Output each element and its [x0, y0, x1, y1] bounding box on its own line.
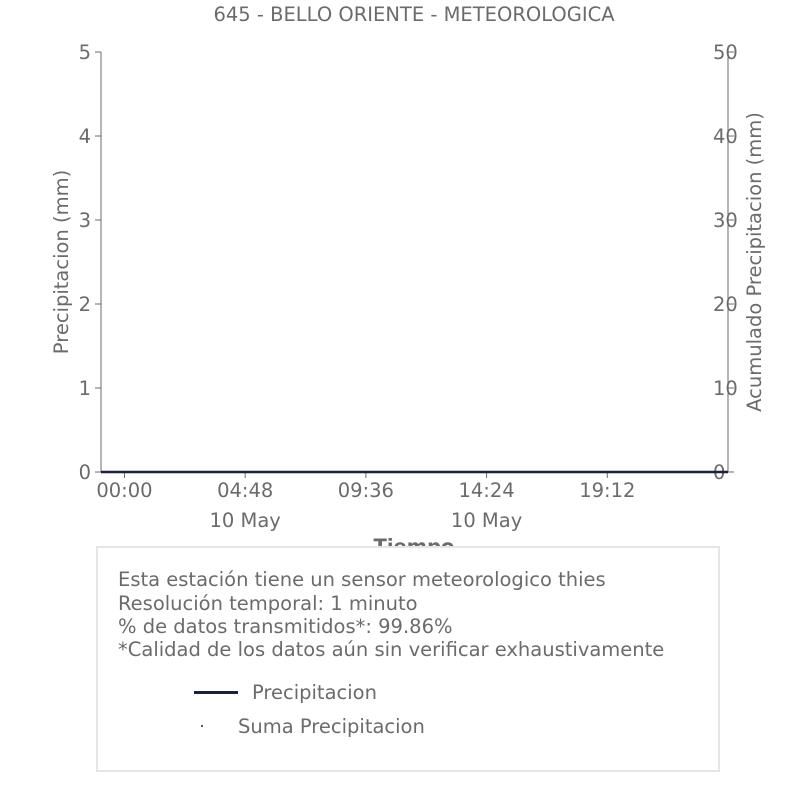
y2-tick-label: 20	[713, 293, 738, 316]
y-tick-label: 1	[78, 377, 91, 400]
y-axis-label: Precipitacion (mm)	[50, 169, 73, 355]
y-tick-label: 2	[78, 293, 91, 316]
info-transmitted-text: % de datos transmitidos*: 99.86%	[118, 615, 453, 638]
x-tick-date-label: 10 May	[450, 509, 523, 532]
y-tick-label: 3	[78, 209, 91, 232]
legend-dot-swatch	[201, 725, 203, 727]
x-tick-label: 19:12	[579, 479, 636, 502]
x-tick-date-label: 10 May	[209, 509, 281, 532]
y2-tick-label: 40	[713, 125, 738, 148]
legend-line-swatch	[194, 691, 238, 694]
info-sensor-text: Esta estación tiene un sensor meteorologico thies	[118, 568, 606, 591]
info-quality-note: *Calidad de los datos aún sin verificar exhaustivamente	[118, 638, 665, 661]
y2-tick-label: 30	[713, 209, 738, 232]
x-tick-label: 09:36	[337, 479, 394, 502]
y2-tick-label: 50	[713, 41, 738, 64]
x-tick-label: 00:00	[96, 479, 153, 502]
y-tick-label: 5	[78, 41, 91, 64]
y2-tick-label: 0	[713, 461, 726, 484]
y-tick-label: 0	[78, 461, 91, 484]
info-resolution-text: Resolución temporal: 1 minuto	[118, 592, 418, 615]
y2-axis-label: Acumulado Precipitacion (mm)	[743, 112, 766, 412]
y2-tick-label: 10	[713, 377, 738, 400]
info-legend-box	[96, 546, 720, 772]
chart-title: 645 - BELLO ORIENTE - METEOROLOGICA	[213, 3, 615, 26]
x-tick-label: 04:48	[217, 479, 274, 502]
y-tick-label: 4	[78, 125, 91, 148]
legend-label-precipitacion: Precipitacion	[252, 681, 377, 704]
x-tick-label: 14:24	[458, 479, 515, 502]
legend-label-suma: Suma Precipitacion	[238, 715, 425, 738]
